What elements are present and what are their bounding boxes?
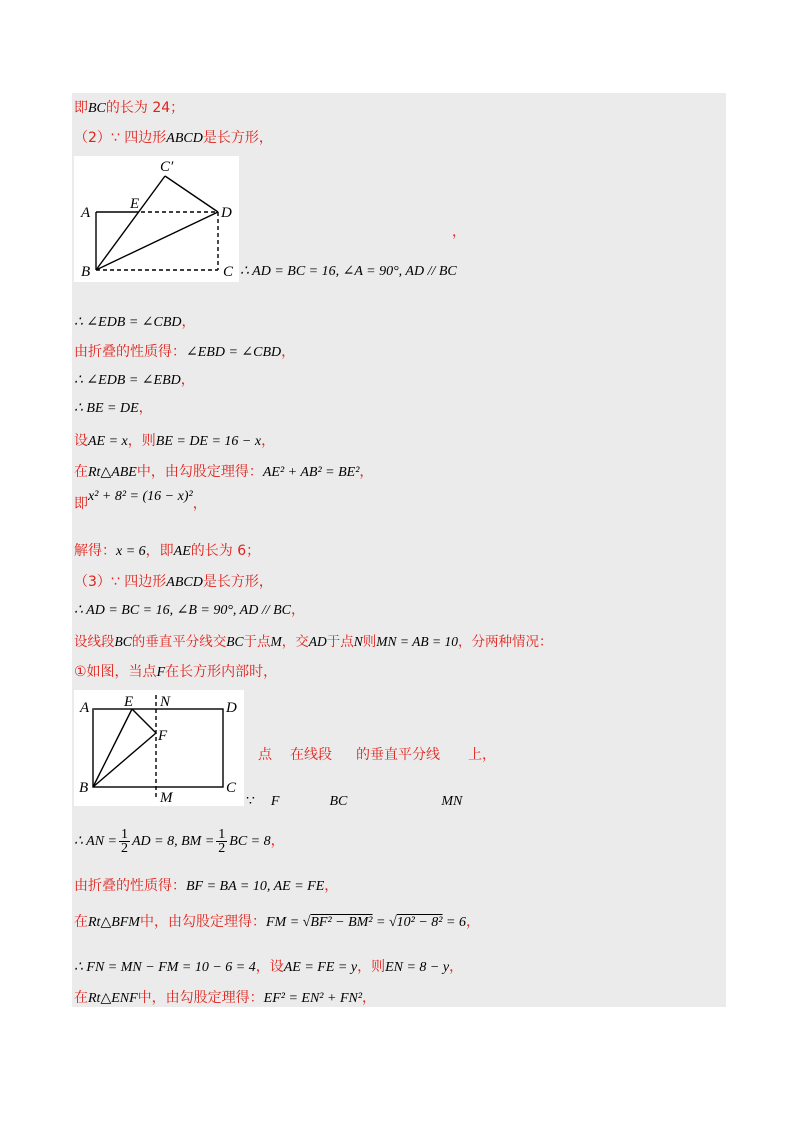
fig1-label-e: E	[130, 196, 140, 212]
line-case1: ①如图，当点F在长方形内部时，	[74, 664, 278, 680]
line-f-on-bisector: 点 在线段 的垂直平分线 上，	[258, 747, 496, 763]
fig2-label-e: E	[124, 694, 134, 710]
fig2-label-n: N	[160, 694, 171, 710]
fig2-label-c: C	[226, 780, 237, 796]
line-part3-given: （3）∵ 四边形ABCD是长方形，	[74, 574, 273, 590]
fig1-label-c-prime: C′	[160, 159, 174, 175]
fig1-label-d: D	[221, 205, 232, 221]
fig1-label-b: B	[81, 264, 91, 280]
line-pythagoras-enf: 在Rt△ENF中，由勾股定理得：EF² = EN² + FN²，	[74, 990, 377, 1006]
line-part2-given: （2）∵ 四边形ABCD是长方形，	[74, 130, 273, 146]
line-solve-x: 解得：x = 6，即AE的长为 6；	[74, 543, 261, 559]
fig2-label-b: B	[79, 780, 89, 796]
line-part3-rect-facts: ∴ AD = BC = 16, ∠B = 90°, AD // BC，	[74, 602, 306, 618]
fig2-label-d: D	[226, 700, 237, 716]
stray-comma: ，	[452, 224, 466, 240]
line-fn-value: ∴ FN = MN − FM = 10 − 6 = 4，设AE = FE = y，则EN = 8 − y，	[74, 959, 464, 975]
fig2-label-a: A	[80, 700, 90, 716]
fig2-label-m: M	[160, 790, 173, 806]
line-because-symbols: ∵ F BC MN	[246, 794, 463, 809]
line-perpendicular-bisector: 设线段BC的垂直平分线交BC于点M，交AD于点N则MN = AB = 10，分两种情况：	[74, 634, 553, 650]
line-fold-property: 由折叠的性质得：∠EBD = ∠CBD，	[74, 344, 296, 360]
fig2-label-f: F	[158, 728, 168, 744]
line-part2-rect-facts: ∴ AD = BC = 16, ∠A = 90°, AD // BC	[240, 264, 457, 279]
line-an-bm: ∴ AN = $\frac{1}{2}$ AD = 8, BM = $\frac{1}{2}$ BC = 8，	[74, 826, 285, 856]
line-fold-property-2: 由折叠的性质得：BF = BA = 10, AE = FE，	[74, 878, 339, 894]
line-be-de: ∴ BE = DE，	[74, 400, 153, 416]
figure-case1-rectangle	[74, 690, 244, 806]
line-angle-edb-ebd: ∴ ∠EDB = ∠EBD，	[74, 372, 195, 388]
line-equation: 即x² + 8² = (16 − x)²，	[74, 489, 207, 512]
line-pythagoras-abe: 在Rt△ABE中，由勾股定理得：AE² + AB² = BE²，	[74, 464, 374, 480]
line-pythagoras-bfm: 在Rt△BFM中，由勾股定理得：FM = √BF² − BM² = √10² − 8² = 6，	[74, 914, 480, 930]
figure-folded-rectangle	[74, 156, 239, 282]
line-angle-edb-cbd: ∴ ∠EDB = ∠CBD，	[74, 314, 196, 330]
fig1-label-a: A	[81, 205, 91, 221]
line-bc-length: 即BC的长为 24；	[74, 100, 185, 116]
line-let-ae: 设AE = x，则BE = DE = 16 − x，	[74, 433, 276, 449]
fig1-label-c: C	[223, 264, 234, 280]
